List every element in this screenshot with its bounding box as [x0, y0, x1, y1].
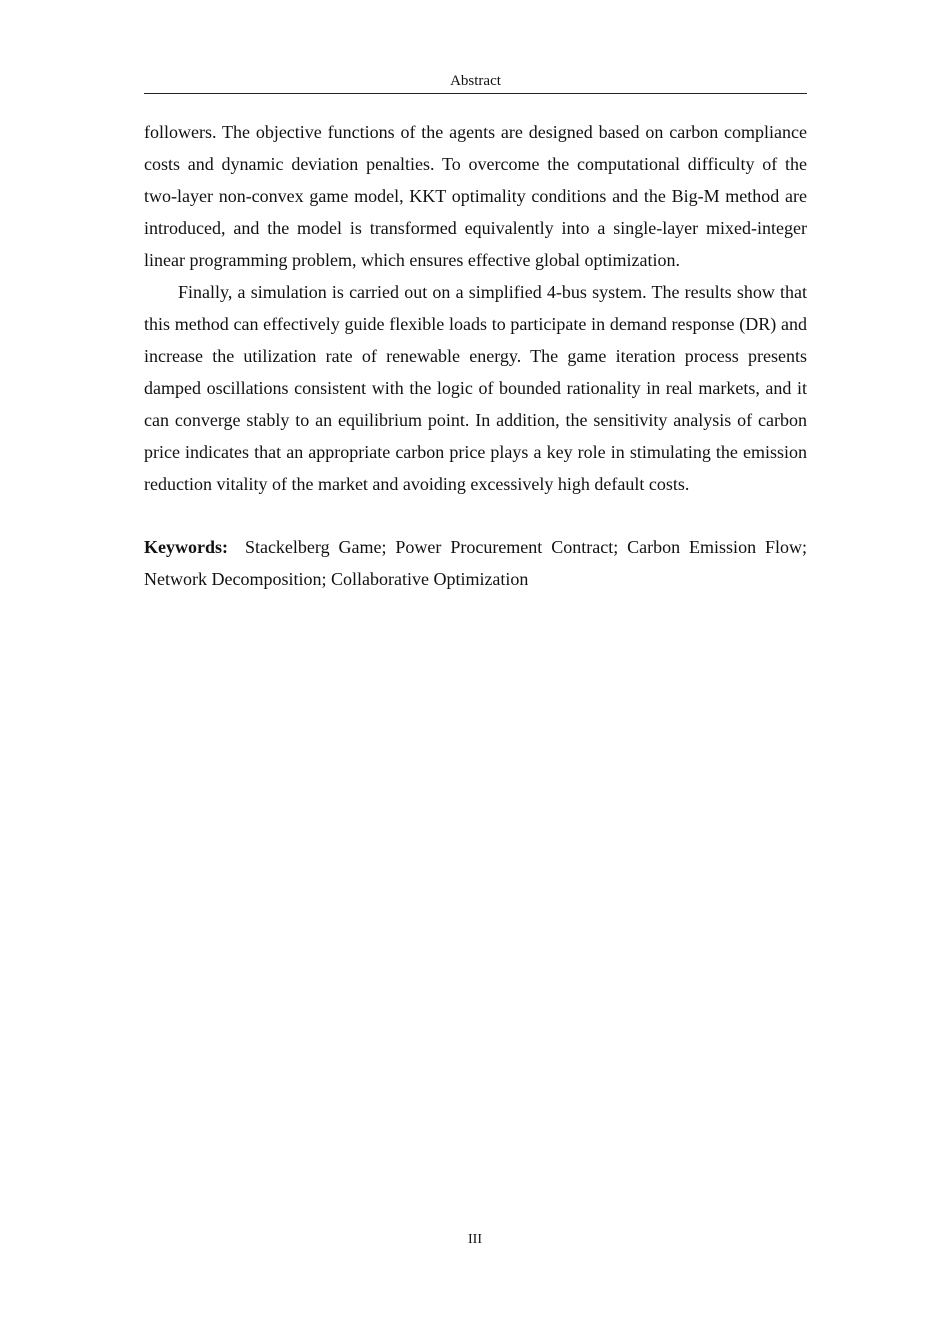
- header-title: Abstract: [450, 73, 501, 89]
- keywords-text: Stackelberg Game; Power Procurement Contract; Carbon Emission Flow; Network Decomposition; Collaborative Optimization: [144, 537, 808, 589]
- paragraph-continuation: followers. The objective functions of the agents are designed based on carbon compliance costs and dynamic deviation penalties. To overcome the computational difficulty of the two-layer non-convex game model, KKT optimality conditions and the Big-M method are introduced, and the model is transformed equivalently into a single-layer mixed-integer linear programming problem, which ensures effective global optimization.: [144, 122, 807, 270]
- paragraph-simulation: Finally, a simulation is carried out on a simplified 4-bus system. The results show that this method can effectively guide flexible loads to participate in demand response (DR) and increase the utilization rate of renewable energy. The game iteration process presents damped oscillations consistent with the logic of bounded rationality in real markets, and it can converge stably to an equilibrium point. In addition, the sensitivity analysis of carbon price indicates that an appropriate carbon price plays a key role in stimulating the emission reduction vitality of the market and avoiding excessively high default costs.: [144, 282, 807, 494]
- running-header: [144, 72, 807, 94]
- keywords-label: Keywords:: [144, 537, 228, 557]
- abstract-body: [144, 116, 807, 595]
- page-number: III: [468, 1232, 482, 1247]
- keywords-block: [144, 531, 807, 595]
